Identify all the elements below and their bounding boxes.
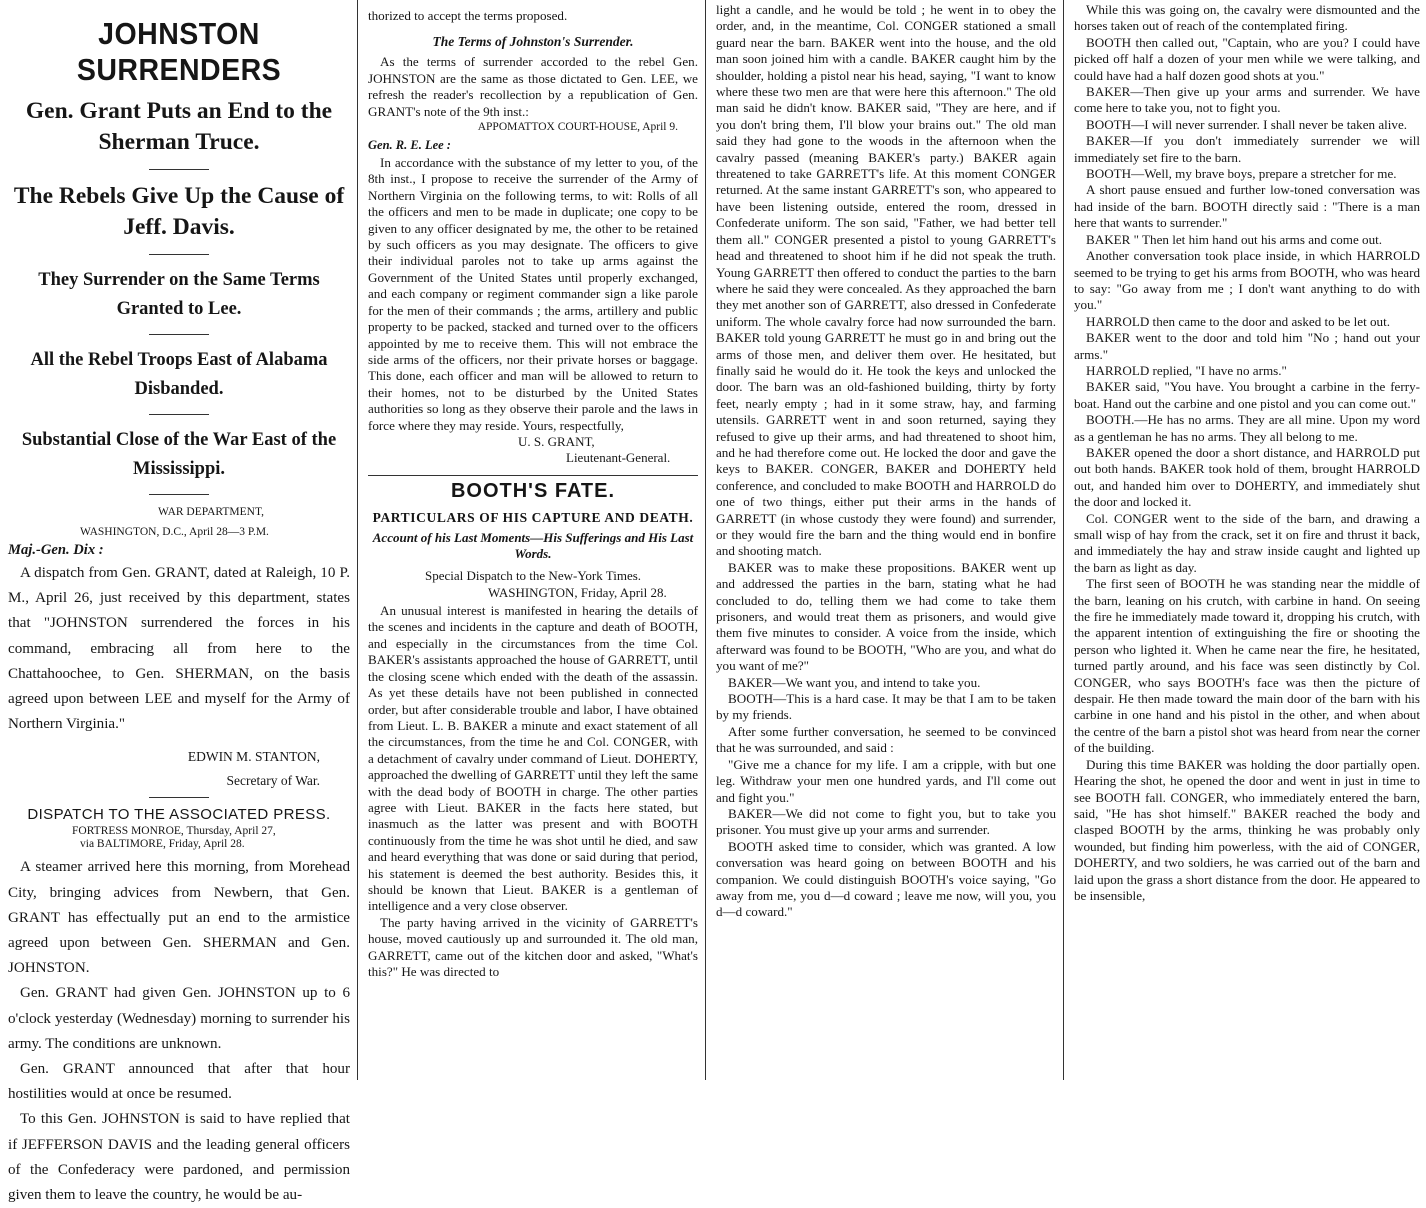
- dateline: WASHINGTON, Friday, April 28.: [488, 584, 667, 600]
- dateline: via BALTIMORE, Friday, April 28.: [80, 838, 245, 851]
- dateline: WAR DEPARTMENT,: [158, 506, 265, 518]
- paragraph: While this was going on, the cavalry were dismounted and the horses taken out of reach of the contemplated firing.: [1074, 2, 1420, 34]
- section-heading: BOOTH'S FATE.: [368, 475, 698, 503]
- section-heading: DISPATCH TO THE ASSOCIATED PRESS.: [27, 806, 331, 824]
- paragraph: The first seen of BOOTH he was standing near the middle of the barn, leaning on his crutch, with carbine in hand. On seeing the fire he immediately made toward it, dropping his crutch, with the apparent intention of extinguishing the fire or shooting the person who lighted it. When he came near the fire, he hesitated, turned partly around, and his face was seen distinctly by Col. CONGER, who says BOOTH's face was then the picture of despair. He then made toward the main door of the barn with his carbine in one hand and his pistol in the other, and when about the centre of the barn a pistol shot was heard from near the corner of the building.: [1074, 576, 1420, 756]
- paragraph: BOOTH—Well, my brave boys, prepare a stretcher for me.: [1086, 166, 1397, 182]
- paragraph: BOOTH.—He has no arms. They are all mine. Upon my word as a gentleman he has no arms. They all belong to me.: [1074, 412, 1420, 444]
- paragraph: BAKER was to make these propositions. BAKER went up and addressed the parties in the barn, stating what he had concluded to do, telling them we had come to take them prisoners, and would treat them as prisoners, and would give them five minutes to consider. A voice from the inside, which afterward was found to be BOOTH, "Who are you, and what do you want of me?": [716, 559, 1056, 674]
- paragraph: As the terms of surrender accorded to the rebel Gen. JOHNSTON are the same as those dictated to Gen. LEE, we refresh the reader's recollection by a republication of Gen. GRANT's note of the 9th inst.:: [368, 54, 698, 119]
- paragraph: Gen. GRANT announced that after that hour hostilities would at once be resumed.: [8, 1061, 350, 1103]
- salutation: Gen. R. E. Lee :: [368, 138, 451, 153]
- paragraph: Col. CONGER went to the side of the barn, and drawing a small wisp of hay from the crack, set it on fire and thrust it back, and immediately the hay and straw inside caught and lighted up the barn as light as day.: [1074, 510, 1420, 575]
- paragraph: To this Gen. JOHNSTON is said to have replied that if JEFFERSON DAVIS and the leading general officers of the Confederacy were pardoned, and permission given them to leave the country, he would be au-: [8, 1111, 350, 1204]
- subheadline-terms: They Surrender on the Same Terms Granted to Lee.: [38, 270, 320, 319]
- paragraph: During this time BAKER was holding the door partially open. Hearing the shot, he opened the door and went in just in time to see BOOTH fall. CONGER, who immediately entered the barn, said, "He has shot himself." BAKER reached the body and clasped BOOTH by the arms, thinking he was probably only wounded, but finding him powerless, with the aid of CONGER, DOHERTY, and two soldiers, he was carried out of the barn and laid upon the grass a short distance from the door. He appeared to be insensible,: [1074, 756, 1420, 903]
- paragraph: BAKER " Then let him hand out his arms and come out.: [1086, 231, 1383, 247]
- paragraph: A steamer arrived here this morning, from Morehead City, bringing advices from Newbern, that Gen. GRANT has effectually put an end to the armistice agreed upon between Gen. SHERMAN and Gen. JOHNSTON.: [8, 859, 350, 977]
- paragraph: BAKER said, "You have. You brought a carbine in the ferry-boat. Hand out the carbine and one pistol and you can come out.": [1074, 379, 1420, 411]
- paragraph: Gen. GRANT had given Gen. JOHNSTON up to 6 o'clock yesterday (Wednesday) morning to surrender his army. The conditions are unknown.: [8, 985, 350, 1052]
- section-heading: The Terms of Johnston's Surrender.: [432, 34, 634, 50]
- signature: EDWIN M. STANTON,: [187, 749, 320, 765]
- paragraph: BOOTH asked time to consider, which was granted. A low conversation was heard going on between BOOTH and his companion. We could distinguish BOOTH's voice saying, "Go away from me, you d—d coward ; leave me now, will you, you d—d coward.": [716, 838, 1056, 920]
- paragraph: "Give me a chance for my life. I am a cripple, with but one leg. Withdraw your men one hundred yards, and I'll come out and fight you.": [716, 756, 1056, 805]
- paragraph: BAKER—We did not come to fight you, but to take you prisoner. You must give up your arms and surrender.: [716, 805, 1056, 838]
- paragraph: A short pause ensued and further low-toned conversation was had inside of the barn. BOOTH directly said : "There is a man here that wants to surrender.": [1074, 182, 1420, 231]
- dispatch-body: A dispatch from Gen. GRANT, dated at Raleigh, 10 P. M., April 26, just received by this department, states that "JOHNSTON surrendered the forces in his command, embracing all from here to the Chattahoochee, to Gen. SHERMAN, on the basis agreed upon between LEE and myself for the Army of Northern Virginia.": [8, 565, 350, 733]
- paragraph: BAKER went to the door and told him "No ; hand out your arms.": [1074, 330, 1420, 362]
- paragraph: After some further conversation, he seemed to be convinced that he was surrounded, and said :: [716, 723, 1056, 756]
- paragraph: Another conversation took place inside, in which HARROLD seemed to be trying to get his arms from BOOTH, who was heard to say: "Go away from me ; I don't want anything to do with you.": [1074, 248, 1420, 313]
- letter-body: In accordance with the substance of my letter to you, of the 8th inst., I propose to receive the surrender of the Army of Northern Virginia on the following terms, to wit: Rolls of all the officers and men to be made in duplicate; one copy to be given to any officer designated by me, the other to be retained by such officers as you may designate. The officers to give their individual paroles not to take up arms against the Government of the United States until properly exchanged, and each company or regiment commander sign a like parole for the men of their commands ; the arms, artillery and public property to be packed, stacked and turned over to the officers appointed by me to receive them. This will not embrace the side arms of the officers, nor their private horses or baggage. This done, each officer and man will be allowed to return to their homes, not to be disturbed by the United States authorities so long as they observe their parole and the laws in force where they may reside. Yours, respectfully,: [368, 155, 698, 433]
- signature-title: Lieutenant-General.: [566, 450, 671, 466]
- subheadline-troops: All the Rebel Troops East of Alabama Disbanded.: [30, 350, 328, 399]
- column-4: [1064, 0, 1426, 1080]
- dateline: WASHINGTON, D.C., April 28—3 P.M.: [80, 525, 269, 538]
- column-1: [0, 0, 356, 1204]
- subheadline-rebels: The Rebels Give Up the Cause of Jeff. Davis.: [13, 183, 345, 240]
- signature: U. S. GRANT,: [518, 433, 595, 449]
- headline: JOHNSTON SURRENDERS: [76, 16, 282, 87]
- salutation: Maj.-Gen. Dix :: [8, 542, 104, 558]
- paragraph: BOOTH—This is a hard case. It may be that I am to be taken by my friends.: [716, 691, 1056, 723]
- paragraph: BOOTH then called out, "Captain, who are you? I could have picked off half a dozen of your men while we were talking, and could have had a half dozen good shots at you.": [1074, 34, 1420, 83]
- subheadline-close: Substantial Close of the War East of the Mississippi.: [21, 430, 337, 479]
- paragraph: BAKER—We want you, and intend to take you.: [728, 674, 981, 690]
- article-body: [8, 855, 350, 1208]
- paragraph: HARROLD then came to the door and asked to be let out.: [1086, 313, 1390, 329]
- paragraph: light a candle, and he would be told ; he went in to obey the order, and, in the meantime, Col. CONGER stationed a small guard near the barn. BAKER went into the house, and the old man soon joined him with a candle. BAKER caught him by the shoulder, holding a pistol near his head, saying, "I want to know where these two men are that were here this afternoon." The old man said he didn't know. BAKER said, "They are here, and if you don't bring them, I'll blow your brains out." The old man said they had gone to the woods in the afternoon when the cavalry passed (meaning BAKER's party.) BAKER again threatened to take GARRETT's life. At this moment CONGER returned. At the same instant GARRETT's son, who appeared to have been listening outside, entered the room, dressed in Confederate uniform. The son said, "Father, we had better tell them all." CONGER presented a pistol to young GARRETT's head and threatened to shoot him if he did not speak the truth. Young GARRETT then offered to conduct the parties to the barn where he said they were concealed. As they approached the barn they met another son of GARRETT, also dressed in Confederate uniform. The whole cavalry force had now surrounded the barn. BAKER told young GARRETT he must go in and bring out the arms of those men, and deliver them over. He hesitated, but finally said he would do it. He took the keys and unlocked the door. The barn was an old-fashioned building, thirty by forty feet, nearly empty ; had in it some straw, hay, and farming utensils. GARRETT went in and soon returned, saying they refused to give up their arms, and had threatened to shoot him, and he had therefore come out. He locked the door and gave the keys to BAKER. CONGER, BAKER and DOHERTY held conference, and concluded to make BOOTH and HARROLD do one of two things, either put their arms in the hands of GARRETT (in whose custody they were found) and surrender, or they would fire the barn and the thing would end in bonfire and shooting match.: [716, 2, 1056, 559]
- paragraph: BAKER opened the door a short distance, and HARROLD put out both hands. BAKER took hold of them, brought HARROLD out, and handed him over to DOHERTY, and immediately shut the door and locked it.: [1074, 444, 1420, 510]
- paragraph: The party having arrived in the vicinity of GARRETT's house, moved cautiously up and surrounded it. The old man, GARRETT, came out of the kitchen door and asked, "What's this?" He was directed to: [368, 914, 698, 979]
- paragraph: BOOTH—I will never surrender. I shall never be taken alive.: [1086, 116, 1408, 132]
- paragraph: BAKER—Then give up your arms and surrender. We have come here to take you, not to fight you.: [1074, 84, 1420, 116]
- paragraph: An unusual interest is manifested in hearing the details of the scenes and incidents in the capture and death of BOOTH, and especially in the circumstances from the time Col. BAKER's assistants approached the house of GARRETT, until the closing scene which ended with the death of the assassin. As yet these details have not been published in connected order, but after considerable trouble and labor, I have obtained from Lieut. L. B. BAKER a minute and exact statement of all the circumstances, from the time he and Col. CONGER, with a detachment of cavalry under command of Lieut. DOHERTY, approached the dwelling of GARRETT until they left the same with the dead body of BOOTH in charge. The other parties agree with Lieut. BAKER in the facts here stated, but inasmuch as the latter was present and with BOOTH continuously from the time he was shot until he died, and saw and heard everything that was done or said during that period, his statement is deemed the best authority. Besides this, it should be known that Lieut. BAKER is a gentleman of intelligence and a very close observer.: [368, 603, 698, 914]
- signature-title: Secretary of War.: [226, 773, 320, 789]
- column-3: [706, 0, 1062, 1080]
- dateline: APPOMATTOX COURT-HOUSE, April 9.: [477, 121, 678, 134]
- paragraph: HARROLD replied, "I have no arms.": [1086, 362, 1287, 378]
- paragraph: BAKER—If you don't immediately surrender we will immediately set fire to the barn.: [1074, 133, 1420, 165]
- subheadline-grant: Gen. Grant Puts an End to the Sherman Truce.: [25, 98, 333, 155]
- paragraph: thorized to accept the terms proposed.: [368, 8, 568, 23]
- byline: Special Dispatch to the New-York Times.: [424, 568, 642, 584]
- subheadline: PARTICULARS OF HIS CAPTURE AND DEATH.: [372, 509, 694, 525]
- subheadline: Account of his Last Moments—His Sufferings and His Last Words.: [372, 530, 694, 562]
- dateline: FORTRESS MONROE, Thursday, April 27,: [72, 825, 276, 838]
- column-2: [358, 0, 704, 1080]
